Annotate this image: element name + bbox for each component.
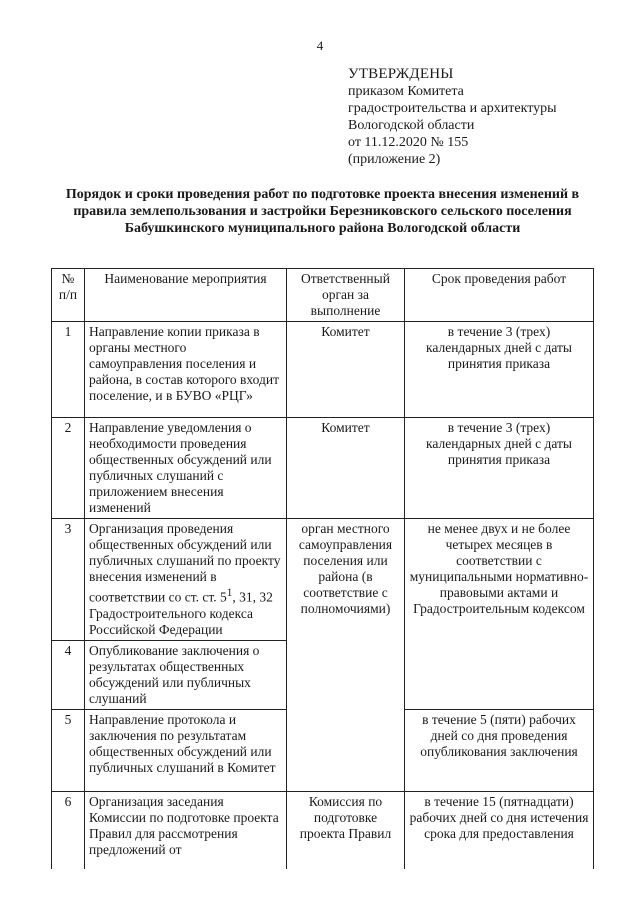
table-row — [52, 322, 594, 418]
superscript: 1 — [226, 587, 233, 599]
table-row — [52, 791, 594, 869]
approval-line: приказом Комитета — [348, 84, 464, 99]
row-num: 5 — [52, 709, 85, 791]
row-term: не менее двух и не более четырех месяцев в соответствии с муниципальными нормативно-правовыми актами и Градостроительным кодексом — [405, 519, 594, 710]
row-num: 6 — [52, 791, 85, 869]
approval-line: Вологодской области — [348, 118, 475, 133]
header-num: № п/п — [52, 269, 85, 322]
row-name-part: Организация проведения общественных обсуждений или публичных слушаний по проекту внесения изменений в соответствии со ст. ст. 5 — [89, 521, 281, 605]
document-title: Порядок и сроки проведения работ по подготовке проекта внесения изменений в правила землепользования и застройки Березниковского сельского поселения Бабушкинского муниципального района Вологодской области — [65, 187, 580, 236]
row-name-part: , 31, 32 Градостроительного кодекса Российской Федерации — [89, 589, 273, 637]
row-responsible: Комитет — [287, 418, 405, 519]
row-term: в течение 3 (трех) календарных дней с даты принятия приказа — [405, 322, 594, 418]
row-name: Направление копии приказа в органы местного самоуправления поселения и района, в состав которого входит поселение, и в БУВО «РЦГ» — [85, 322, 287, 418]
header-name: Наименование мероприятия — [85, 269, 287, 322]
row-responsible: Комитет — [287, 322, 405, 418]
header-term: Срок проведения работ — [405, 269, 594, 322]
page-number: 4 — [316, 38, 324, 53]
row-term: в течение 5 (пяти) рабочих дней со дня проведения опубликования заключения — [405, 709, 594, 791]
table-header-row — [52, 269, 594, 322]
row-responsible: орган местного самоуправления поселения или района (в соответствие с полномочиями) — [287, 519, 405, 792]
row-term: в течение 3 (трех) календарных дней с даты принятия приказа — [405, 418, 594, 519]
table-row — [52, 418, 594, 519]
row-num: 3 — [52, 519, 85, 641]
approval-head: УТВЕРЖДЕНЫ — [348, 66, 454, 82]
row-name: Организация заседания Комиссии по подготовке проекта Правил для рассмотрения предложений от — [85, 791, 287, 869]
row-num: 4 — [52, 640, 85, 709]
row-responsible: Комиссия по подготовке проекта Правил — [287, 791, 405, 869]
row-term: в течение 15 (пятнадцати) рабочих дней со дня истечения срока для предоставления — [405, 791, 594, 869]
approval-line: градостроительства и архитектуры — [348, 101, 557, 116]
row-name — [85, 519, 287, 641]
row-num: 2 — [52, 418, 85, 519]
approval-stamp — [348, 66, 557, 168]
approval-line: (приложение 2) — [348, 152, 441, 167]
works-table — [51, 268, 594, 869]
row-name: Опубликование заключения о результатах общественных обсуждений или публичных слушаний — [85, 640, 287, 709]
row-num: 1 — [52, 322, 85, 418]
row-name: Направление уведомления о необходимости проведения общественных обсуждений или публичных слушаний с приложением внесения изменений — [85, 418, 287, 519]
table-row — [52, 519, 594, 641]
row-name: Направление протокола и заключения по результатам общественных обсуждений или публичных слушаний в Комитет — [85, 709, 287, 791]
approval-line: от 11.12.2020 № 155 — [348, 135, 469, 150]
header-responsible: Ответственный орган за выполнение — [287, 269, 405, 322]
